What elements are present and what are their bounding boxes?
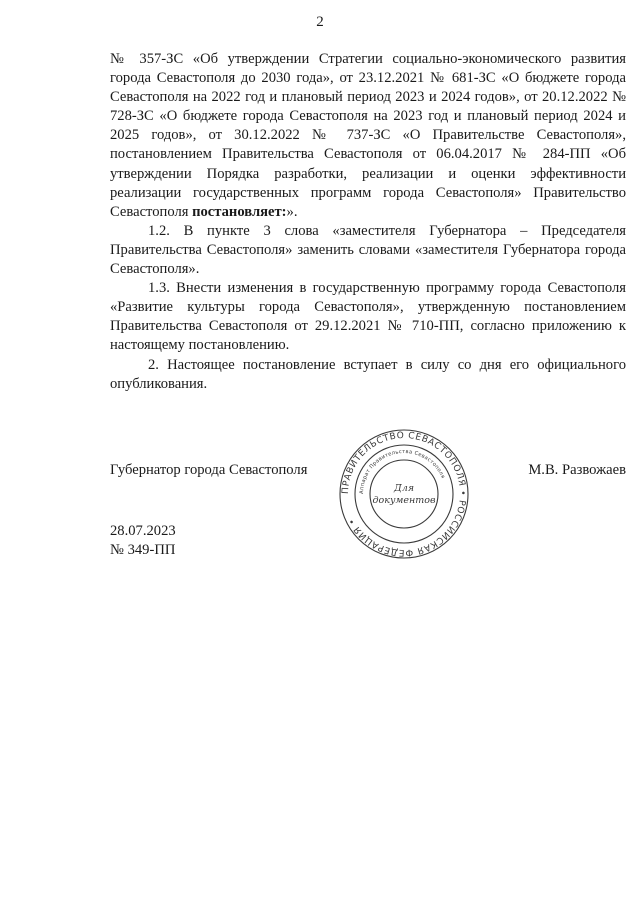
paragraph-text: 1.3. Внести изменения в государственную программу города Севастополя «Развитие культуры города Севастополя», утвержденную постановлением Правительства Севастополя от 29.12.2021 № 710-ПП, согласно приложению к настоящему постановлению. <box>110 280 626 354</box>
document-body <box>110 50 626 394</box>
seal-center-line2: документов <box>372 495 436 506</box>
paragraph-text: 1.2. В пункте 3 слова «заместителя Губернатора – Председателя Правительства Севастополя» заменить словами «заместителя Губернатора города Севастополя». <box>110 222 626 278</box>
paragraph-text: № 357-ЗС «Об утверждении Стратегии социально-экономического развития города Севастополя до 2030 года», от 23.12.2021 № 681-ЗС «О бюджете города Севастополя на 2022 год и плановый период 2023 и 2024 годов», от 20.12.2022 № 728-ЗС «О бюджете города Севастополя на 2023 год и плановый период 2024 и 2025 годов», от 30.12.2022 № 737-ЗС «О Правительстве Севастополя», постановлением Правительства Севастополя от 06.04.2017 № 284-ПП «Об утверждении Порядка разработки, реализации и оценки эффективности реализации государственных программ города Севастополя» Правительство Севастополя <box>110 51 626 220</box>
seal-center-line1: Для <box>393 483 415 494</box>
paragraph-p1 <box>110 50 626 222</box>
paragraph-text: 2. Настоящее постановление вступает в силу со дня его официального опубликования. <box>110 356 626 392</box>
emphasis-text: постановляет: <box>192 203 287 220</box>
page-number: 2 <box>316 14 324 30</box>
signatory-title: Губернатор города Севастополя <box>110 462 308 478</box>
seal-outer-text: ПРАВИТЕЛЬСТВО СЕВАСТОПОЛЯ • РОССИЙСКАЯ ФЕДЕРАЦИЯ • <box>340 430 468 558</box>
paragraph-p3 <box>110 279 626 355</box>
signatory-name: М.В. Развожаев <box>528 462 626 478</box>
paragraph-p2 <box>110 222 626 279</box>
document-date: 28.07.2023 <box>110 523 176 539</box>
paragraph-p4 <box>110 356 626 394</box>
official-seal <box>338 428 470 560</box>
seal-inner-text: Аппарат Правительства Севастополя <box>358 448 446 495</box>
document-meta <box>110 522 176 560</box>
paragraph-text: ». <box>286 203 298 220</box>
document-number: № 349-ПП <box>110 542 176 558</box>
